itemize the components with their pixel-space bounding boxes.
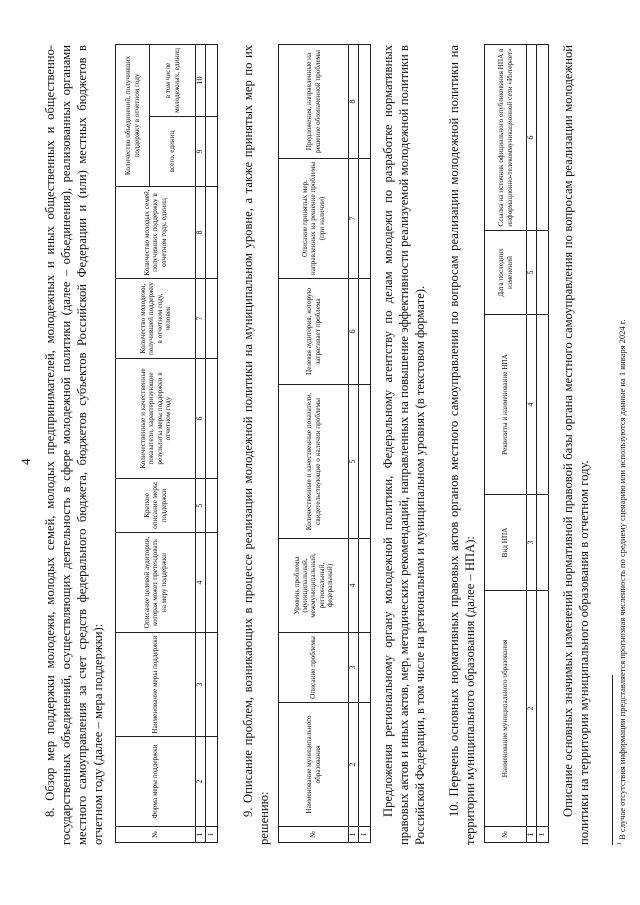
page-number: 4 — [18, 458, 33, 465]
header-name: Наименование меры поддержки — [116, 633, 196, 737]
column-number: 4 — [349, 539, 359, 633]
header-measures-taken: Описание принятых мер, направленных на решение проблемы (при наличии) — [279, 159, 349, 279]
final-paragraph — [560, 45, 592, 845]
column-number: 3 — [527, 495, 537, 591]
column-number: 2 — [527, 591, 537, 827]
column-number: 3 — [349, 633, 359, 703]
column-number: 7 — [196, 279, 206, 359]
table-row — [527, 45, 537, 843]
column-number: 6 — [196, 359, 206, 479]
header-act-details: Реквизиты и наименование НПА — [485, 315, 527, 495]
problems-table — [278, 44, 371, 843]
header-problem-indicators: Количественные и качественные показатели, свидетельствующие о наличии проблемы — [279, 385, 349, 539]
header-municipality: Наименование муниципального образования — [485, 591, 527, 827]
support-measures-table — [115, 44, 218, 843]
header-no: № — [279, 827, 349, 843]
header-municipality: Наименование муниципального образования — [279, 703, 349, 827]
footnote-mark: 1 — [617, 842, 623, 845]
column-number: 1 — [527, 827, 537, 843]
row-number: 1 — [359, 827, 371, 843]
column-number: 1 — [196, 827, 206, 843]
section-8-number: 8. — [43, 807, 57, 817]
row-number: 1 — [206, 827, 218, 843]
header-indicators: Количественные и качественные показатели, характеризующие результаты меры поддержки в отчетном году — [116, 359, 196, 479]
footnote — [615, 320, 627, 845]
column-number: 5 — [349, 385, 359, 539]
header-target-audience: Целевая аудитория, которую затрагивает проблема — [279, 279, 349, 385]
section-9-text: Описание проблем, возникающих в процессе реализации молодежной политики на муниципальном уровне, а также принятых мер по их решению: — [241, 45, 271, 845]
column-number: 5 — [196, 479, 206, 533]
column-number: 6 — [349, 279, 359, 385]
column-number: 10 — [196, 44, 206, 116]
header-associations-total: всего, единиц — [150, 117, 196, 187]
header-no: № — [116, 827, 196, 843]
footnote-divider — [612, 675, 613, 845]
column-number: 2 — [349, 703, 359, 827]
header-audience: Описание целевой аудитории, которая может претендовать на меру поддержки — [116, 533, 196, 633]
header-no: № — [485, 827, 527, 843]
section-8-paragraph — [42, 45, 106, 845]
table-row — [196, 44, 206, 842]
column-number: 4 — [196, 533, 206, 633]
header-proposals: Предложения, направленные на решение обозначенной проблемы — [279, 45, 349, 159]
column-number: 7 — [349, 159, 359, 279]
table-row — [349, 45, 359, 843]
header-associations: Количество объединений, получивших поддержку в отчетном году — [116, 44, 150, 186]
final-text: Описание основных значимых изменений нормативной правовой базы органа местного самоуправления по вопросам реализации молодежной политики на территории муниципального образования в отчетном году. — [561, 45, 591, 845]
section-8-text: Обзор мер поддержки молодежи, молодых семей, молодых предпринимателей, молодежных и иных общественных и общественно-государственных объединений, осуществляющих деятельность в сфере молодежной политики (далее – объединения), реализованных органами местного самоуправления за счет средств федерального бюджета, бюджетов субъектов Российской Федерации и (или) местных бюджетов в отчетном году (далее – мера поддержки): — [43, 45, 105, 845]
column-number: 5 — [527, 231, 537, 315]
column-number: 8 — [196, 187, 206, 279]
section-9-number: 9. — [241, 807, 255, 817]
column-number: 9 — [196, 117, 206, 187]
header-problem-level: Уровень проблемы (муниципальный, межмуниципальный, региональный, федеральный) — [279, 539, 349, 633]
header-problem: Описание проблемы — [279, 633, 349, 703]
column-number: 6 — [527, 45, 537, 231]
table-row — [206, 44, 218, 842]
column-number: 2 — [196, 737, 206, 827]
column-number: 8 — [349, 45, 359, 159]
header-form: Форма меры поддержки — [116, 737, 196, 827]
header-youth-count: Количество молодежи, получившей поддержку в отчетном году, человек — [116, 279, 196, 359]
footnote-text: В случае отсутствия информации представляется прогнозная численность по среднему сценарию или используются данные на 1 января 2024 г. — [616, 319, 627, 840]
header-families-count: Количество молодых семей, получивших поддержку в отчетном году, единиц — [116, 187, 196, 279]
row-number: 1 — [537, 827, 549, 843]
section-10-text: Перечень основных нормативных правовых актов органов местного самоуправления по вопросам реализации молодежной политики на территории муниципального образования (далее – НПА): — [447, 45, 477, 845]
table-row — [537, 45, 549, 843]
section-9-paragraph — [240, 45, 272, 845]
column-number: 3 — [196, 633, 206, 737]
section-10-paragraph — [446, 45, 478, 845]
column-number: 1 — [349, 827, 359, 843]
header-associations-youth: в том числе молодежных, единиц — [150, 44, 196, 116]
proposals-paragraph — [380, 45, 428, 845]
header-publication-link: Ссылка на источник официального опубликования НПА в информационно-телекоммуникационной сети «Интернет» — [485, 45, 527, 231]
header-last-changes-date: Дата последних изменений — [485, 231, 527, 315]
table-row — [359, 45, 371, 843]
column-number: 4 — [527, 315, 537, 495]
section-10-number: 10. — [447, 801, 461, 817]
header-act-type: Вид НПА — [485, 495, 527, 591]
legal-acts-table — [484, 44, 549, 843]
header-brief: Краткое описание меры поддержки — [116, 479, 196, 533]
proposals-text: Предложения региональному органу молодежной политики, Федеральному агентству по делам молодежи по разработке нормативных правовых актов и иных актов, мер, методических рекомендаций, направленных на повышение эффективности реализуемой молодежной политики в Российской Федерации, в том числе на региональном и муниципальном уровнях (в текстовом формате). — [381, 45, 427, 845]
